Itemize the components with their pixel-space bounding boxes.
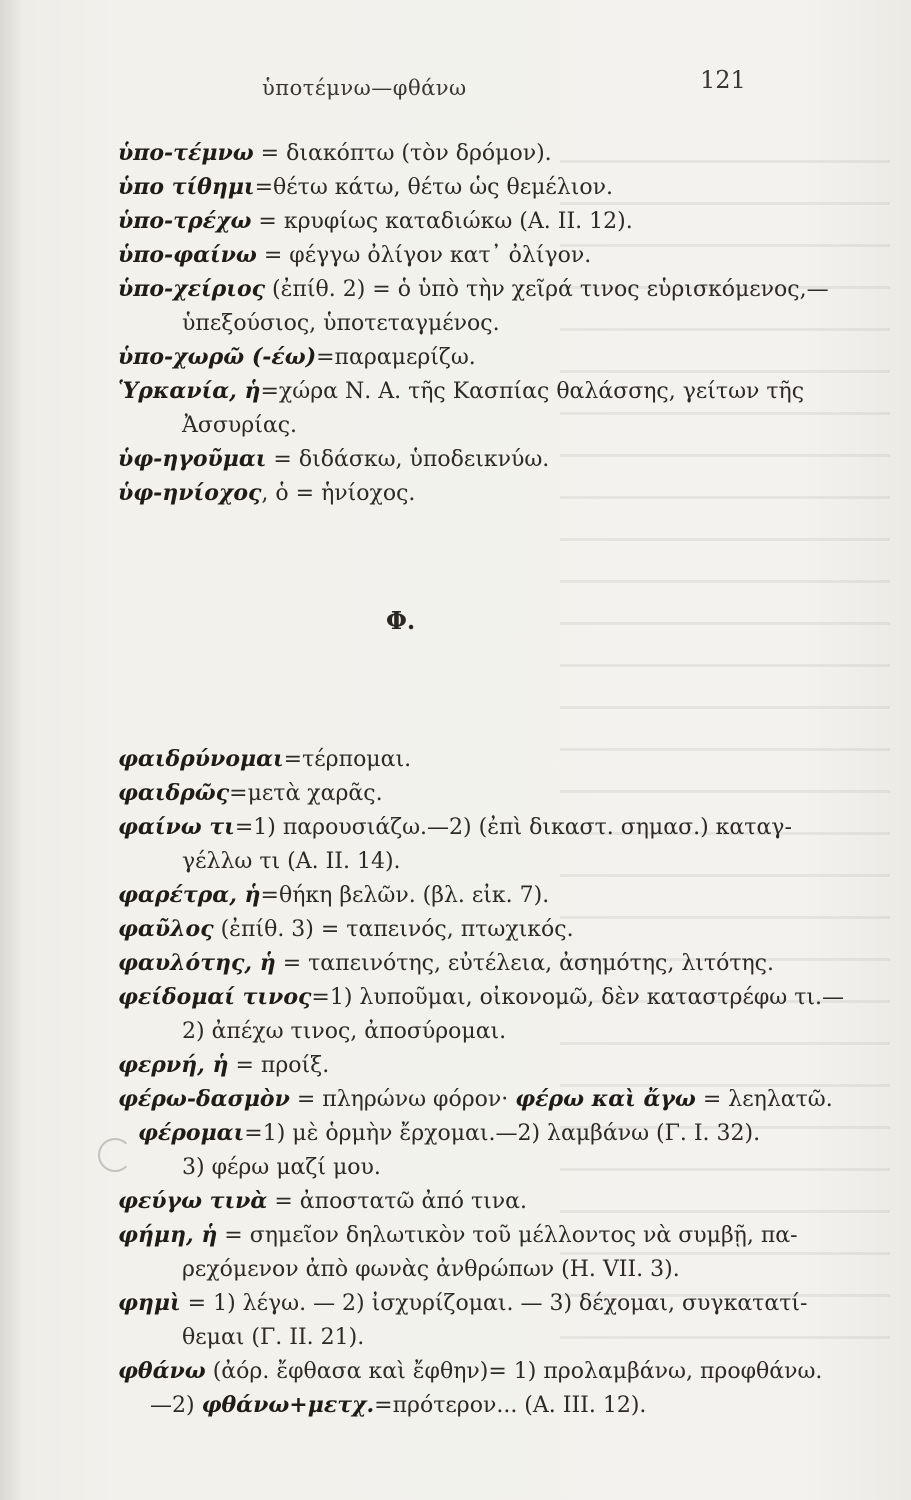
entry-text: = πληρώνω φόρον· <box>289 1087 516 1112</box>
entry-lemma: φήμη, ἡ <box>118 1222 218 1248</box>
entry-text: =θήκη βελῶν. (βλ. εἰκ. 7). <box>260 883 550 908</box>
entry-text: = σημεῖον δηλωτικὸν τοῦ μέλλοντος νὰ συμβῇ, πα- <box>217 1223 798 1248</box>
entry-line <box>118 242 591 269</box>
entry-text: = 1) λέγω. — 2) ἰσχυρίζομαι. — 3) δέχομαι, συγκατατί- <box>180 1291 808 1316</box>
entry-continuation <box>182 1324 364 1351</box>
entry-lemma: φερνή, ἡ <box>118 1052 229 1078</box>
entry-line <box>118 1188 527 1215</box>
entry-line <box>118 480 415 507</box>
entry-text: (ἐπίθ. 2) = ὁ ὑπὸ τὴν χεῖρά τινος εὑρισκόμενος,— <box>265 277 829 302</box>
bleed-through-text <box>560 130 890 1360</box>
entry-continuation <box>182 1154 381 1181</box>
entry-text: = προίξ. <box>228 1053 330 1078</box>
entry-text: =μετὰ χαρᾶς. <box>229 781 383 806</box>
entry-lemma: φαῦλος <box>118 916 214 942</box>
entry-text: Ἀσσυρίας. <box>182 413 298 438</box>
entry-lemma: ὑπο-τρέχω <box>118 208 252 234</box>
entry-lemma: φαρέτρα, ἡ <box>118 882 261 908</box>
entry-continuation <box>182 412 297 439</box>
entry-text: (ἐπίθ. 3) = ταπεινός, πτωχικός. <box>213 917 574 942</box>
entry-lemma: φέρομαι <box>138 1120 245 1146</box>
entry-line <box>118 174 613 201</box>
entry-lemma: φαιδρύνομαι <box>118 746 284 772</box>
section-letter: Φ. <box>386 606 416 635</box>
entry-line <box>118 378 804 405</box>
entry-line <box>118 1052 329 1079</box>
running-title: ὑποτέμνω—φθάνω <box>262 76 467 100</box>
entry-lemma: ὑπο-χείριος <box>118 276 266 302</box>
entry-text: θεμαι (Γ. ΙΙ. 21). <box>182 1325 365 1350</box>
entry-continuation <box>182 310 500 337</box>
entry-text: =παραμερίζω. <box>316 345 476 370</box>
entry-text: —2) <box>150 1393 202 1418</box>
entry-lemma: ὑπο-τέμνω <box>118 140 254 166</box>
entry-line <box>118 1086 833 1113</box>
entry-line <box>118 780 383 807</box>
page-number: 121 <box>700 66 746 94</box>
entry-line <box>118 344 476 371</box>
entry-line <box>118 814 792 841</box>
entry-sublemma: φθάνω+μετχ. <box>201 1392 375 1418</box>
entry-text: 3) φέρω μαζί μου. <box>182 1155 381 1180</box>
entry-line <box>118 446 549 473</box>
entry-line <box>118 882 549 909</box>
entry-text: , ὁ = ἡνίοχος. <box>261 481 416 506</box>
entry-text: ὑπεξούσιος, ὑποτεταγμένος. <box>182 311 500 336</box>
entry-text: = διακόπτω (τὸν δρόμον). <box>253 141 552 166</box>
entry-lemma: ὑπο τίθημι <box>118 174 255 200</box>
entry-line <box>118 140 552 167</box>
pencil-mark <box>98 1138 132 1172</box>
entry-lemma: φέρω-δασμὸν <box>118 1086 290 1112</box>
entry-text: γέλλω τι (Α. ΙΙ. 14). <box>182 849 401 874</box>
entry-text: =1) παρουσιάζω.—2) (ἐπὶ δικαστ. σημασ.) καταγ- <box>234 815 792 840</box>
entry-line <box>118 1222 798 1249</box>
entry-line <box>118 1290 807 1317</box>
entry-line <box>118 746 411 773</box>
entry-line <box>118 276 829 303</box>
entry-continuation <box>182 1018 506 1045</box>
entry-line <box>138 1120 760 1147</box>
entry-lemma: φαυλότης, ἡ <box>118 950 276 976</box>
entry-text: 2) ἀπέχω τινος, ἀποσύρομαι. <box>182 1019 507 1044</box>
entry-lemma: Ὑρκανία, ἡ <box>118 378 261 404</box>
entry-line <box>118 208 633 235</box>
page-header <box>0 62 911 102</box>
entry-line <box>118 950 774 977</box>
entry-text: = κρυφίως καταδιώκω (Α. ΙΙ. 12). <box>251 209 633 234</box>
entry-text: =τέρπομαι. <box>283 747 412 772</box>
entry-continuation <box>182 1256 680 1283</box>
entry-text: (ἀόρ. ἔφθασα καὶ ἔφθην)= 1) προλαμβάνω, προφθάνω. <box>205 1359 823 1384</box>
entry-text: =1) λυποῦμαι, οἰκονομῶ, δὲν καταστρέφω τι.— <box>311 985 844 1010</box>
entry-continuation <box>150 1392 646 1419</box>
entry-lemma: φημὶ <box>118 1290 181 1316</box>
entry-line <box>118 1358 822 1385</box>
entry-text: = ταπεινότης, εὐτέλεια, ἀσημότης, λιτότης. <box>275 951 774 976</box>
entry-text: = ἀποστατῶ ἀπό τινα. <box>267 1189 528 1214</box>
entry-lemma: φαιδρῶς <box>118 780 230 806</box>
entry-text: = διδάσκω, ὑποδεικνύω. <box>266 447 550 472</box>
entry-lemma: ὑφ-ηνίοχος <box>118 480 262 506</box>
entry-lemma: ὑπο-φαίνω <box>118 242 257 268</box>
entry-text: =θέτω κάτω, θέτω ὡς θεμέλιον. <box>254 175 613 200</box>
entry-lemma: φθάνω <box>118 1358 206 1384</box>
entry-continuation <box>182 848 401 875</box>
entry-lemma: φαίνω τι <box>118 814 235 840</box>
entry-text: =χώρα Ν. Α. τῆς Κασπίας θαλάσσης, γείτων τῆς <box>260 379 805 404</box>
entry-lemma: φείδομαί τινος <box>118 984 312 1010</box>
entry-lemma: φεύγω τινὰ <box>118 1188 268 1214</box>
entry-text: ρεχόμενον ἀπὸ φωνὰς ἀνθρώπων (Η. VII. 3). <box>182 1257 680 1282</box>
entry-line <box>118 984 844 1011</box>
entry-lemma: ὑπο-χωρῶ (-έω) <box>118 344 317 370</box>
entry-text: =1) μὲ ὁρμὴν ἔρχομαι.—2) λαμβάνω (Γ. Ι. 32). <box>244 1121 761 1146</box>
entry-text: =πρότερον... (Α. ΙΙΙ. 12). <box>374 1393 647 1418</box>
entry-line <box>118 916 574 943</box>
entry-text: = φέγγω ὀλίγον κατ᾽ ὀλίγον. <box>256 243 592 268</box>
entry-sublemma: φέρω καὶ ἄγω <box>515 1086 696 1112</box>
entry-lemma: ὑφ-ηγοῦμαι <box>118 446 267 472</box>
entry-text: = λεηλατῶ. <box>695 1087 833 1112</box>
